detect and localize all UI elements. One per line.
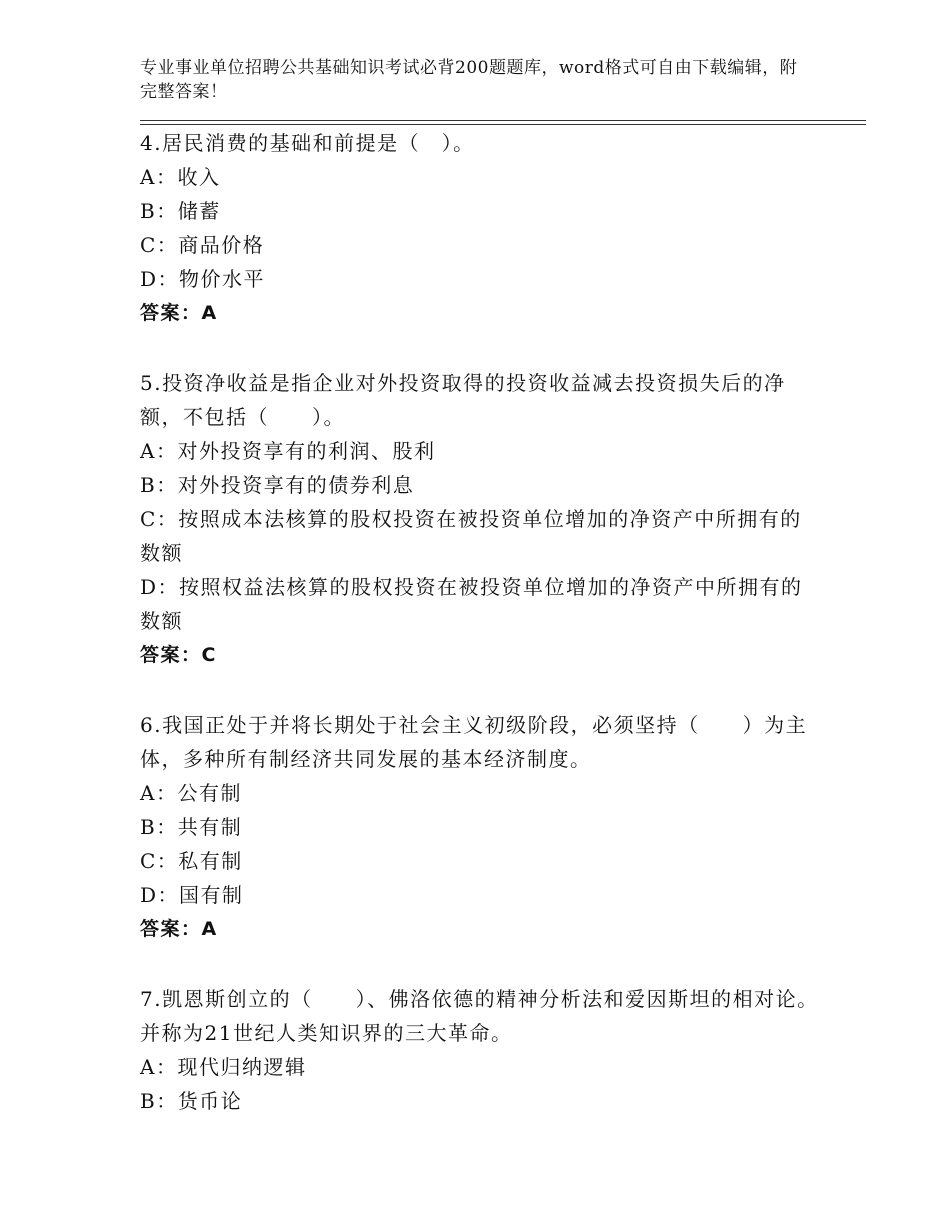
answer: 答案：A xyxy=(140,302,218,324)
header-rule-top xyxy=(140,120,866,121)
answer: 答案：C xyxy=(140,644,217,666)
option-b: B：共有制 xyxy=(140,815,243,839)
question-7 xyxy=(140,982,820,1118)
question-6 xyxy=(140,708,820,946)
question-stem: 6.我国正处于并将长期处于社会主义初级阶段，必须坚持（ ）为主体，多种所有制经济共同发展的基本经济制度。 xyxy=(140,713,808,771)
question-stem: 5.投资净收益是指企业对外投资取得的投资收益减去投资损失后的净额，不包括（ ）。 xyxy=(140,371,786,429)
option-c: C：商品价格 xyxy=(140,233,265,257)
option-c: C：按照成本法核算的股权投资在被投资单位增加的净资产中所拥有的数额 xyxy=(140,507,802,565)
option-b: B：货币论 xyxy=(140,1089,243,1113)
question-stem: 4.居民消费的基础和前提是（ ）。 xyxy=(140,131,475,155)
option-a: A：现代归纳逻辑 xyxy=(140,1055,307,1079)
option-d: D：物价水平 xyxy=(140,267,266,291)
document-header: 专业事业单位招聘公共基础知识考试必背200题题库，word格式可自由下载编辑，附完整答案！ xyxy=(140,58,798,102)
header-rule-bottom xyxy=(140,124,866,125)
option-d: D：国有制 xyxy=(140,883,244,907)
option-c: C：私有制 xyxy=(140,849,243,873)
option-b: B：对外投资享有的债券利息 xyxy=(140,473,415,497)
answer: 答案：A xyxy=(140,918,218,940)
question-stem: 7.凯恩斯创立的（ ）、佛洛依德的精神分析法和爱因斯坦的相对论。并称为21世纪人类知识界的三大革命。 xyxy=(140,987,819,1045)
option-d: D：按照权益法核算的股权投资在被投资单位增加的净资产中所拥有的数额 xyxy=(140,575,803,633)
question-5 xyxy=(140,366,820,672)
option-b: B：储蓄 xyxy=(140,199,221,223)
question-list xyxy=(140,126,820,1154)
question-4 xyxy=(140,126,820,330)
option-a: A：收入 xyxy=(140,165,221,189)
option-a: A：公有制 xyxy=(140,781,242,805)
option-a: A：对外投资享有的利润、股利 xyxy=(140,439,436,463)
